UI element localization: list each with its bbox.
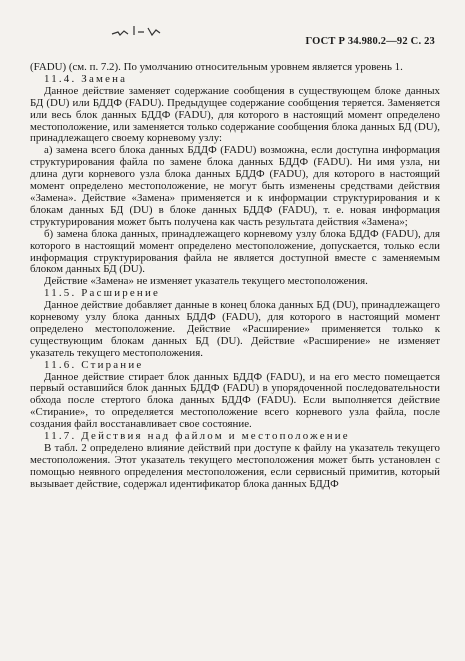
section-heading: 11.5. Расширение — [44, 287, 161, 300]
paragraph: б) замена блока данных, принадлежащего корневому узлу блока БДДФ (FADU), для которого в настоящий момент определено местоположение, допускается, только если информация структурирования файла не является доступной вместе с заменяемым блоком данных БД (DU). — [30, 227, 440, 276]
paragraph: В табл. 2 определено влияние действий при доступе к файлу на указатель текущего местоположения. Этот указатель текущего местоположения может быть установлен с помощью неявного определения местоположения, если сервисный примитив, который вызывает действие, содержал идентификатор блока данных БДДФ — [30, 442, 440, 490]
page-header: ГОСТ Р 34.980.2—92 С. 23 — [305, 36, 435, 47]
paragraph: Данное действие стирает блок данных БДДФ (FADU), и на его место помещается первый оставшийся блок данных БДДФ (FADU) в упорядоченной последовательности обхода после стертого блока данных БДДФ (FADU). Если выполняется действие «Стирание», то определяется местоположение всего корневого узла файла, после создания файл восстанавливает свое состояние. — [30, 370, 440, 431]
document-body — [30, 62, 440, 491]
paragraph: Действие «Замена» не изменяет указатель текущего местоположения. — [44, 275, 368, 288]
handwritten-mark — [110, 22, 162, 38]
paragraph: Данное действие добавляет данные в конец блока данных БД (DU), принадлежащего корневому узлу блока данных БДДФ (FADU), для которого в настоящий момент определено местоположение. Действие «Расширение» применяется только к существующим блокам данных БД (DU). Действие «Расширение» не изменяет указатель текущего местоположения. — [30, 299, 440, 359]
paragraph: (FADU) (см. п. 7.2). По умолчанию относительным уровнем является уровень 1. — [30, 61, 403, 73]
section-heading: 11.6. Стирание — [44, 358, 144, 371]
paragraph: Данное действие заменяет содержание сообщения в существующем блоке данных БД (DU) или БДДФ (FADU). Предыдущее содержание сообщения теряется. Заменяется или весь блок данных БДДФ (FADU), для которого в настоящий момент определено местоположение, или заменяется только содержание сообщения блока данных БД (DU), принадлежащего своему корневому узлу: — [30, 84, 440, 145]
paragraph: а) замена всего блока данных БДДФ (FADU) возможна, если доступна информация структурирования файла по замене блока данных БДДФ (FADU). Ни имя узла, ни длина дуги корневого узла блока данных БДДФ (FADU), для которого в настоящий момент определено местоположение, не могут быть изменены средствами действия «Замена». Действие «Замена» применяется и к информации структурирования и к блокам данных БД (DU) в блоке данных БДДФ (FADU), т. е. новая информация структурирования может быть получена как часть результата действия «Замена»; — [30, 144, 440, 228]
section-heading: 11.7. Действия над файлом и местоположение — [44, 430, 350, 443]
section-heading: 11.4. Замена — [44, 72, 128, 85]
